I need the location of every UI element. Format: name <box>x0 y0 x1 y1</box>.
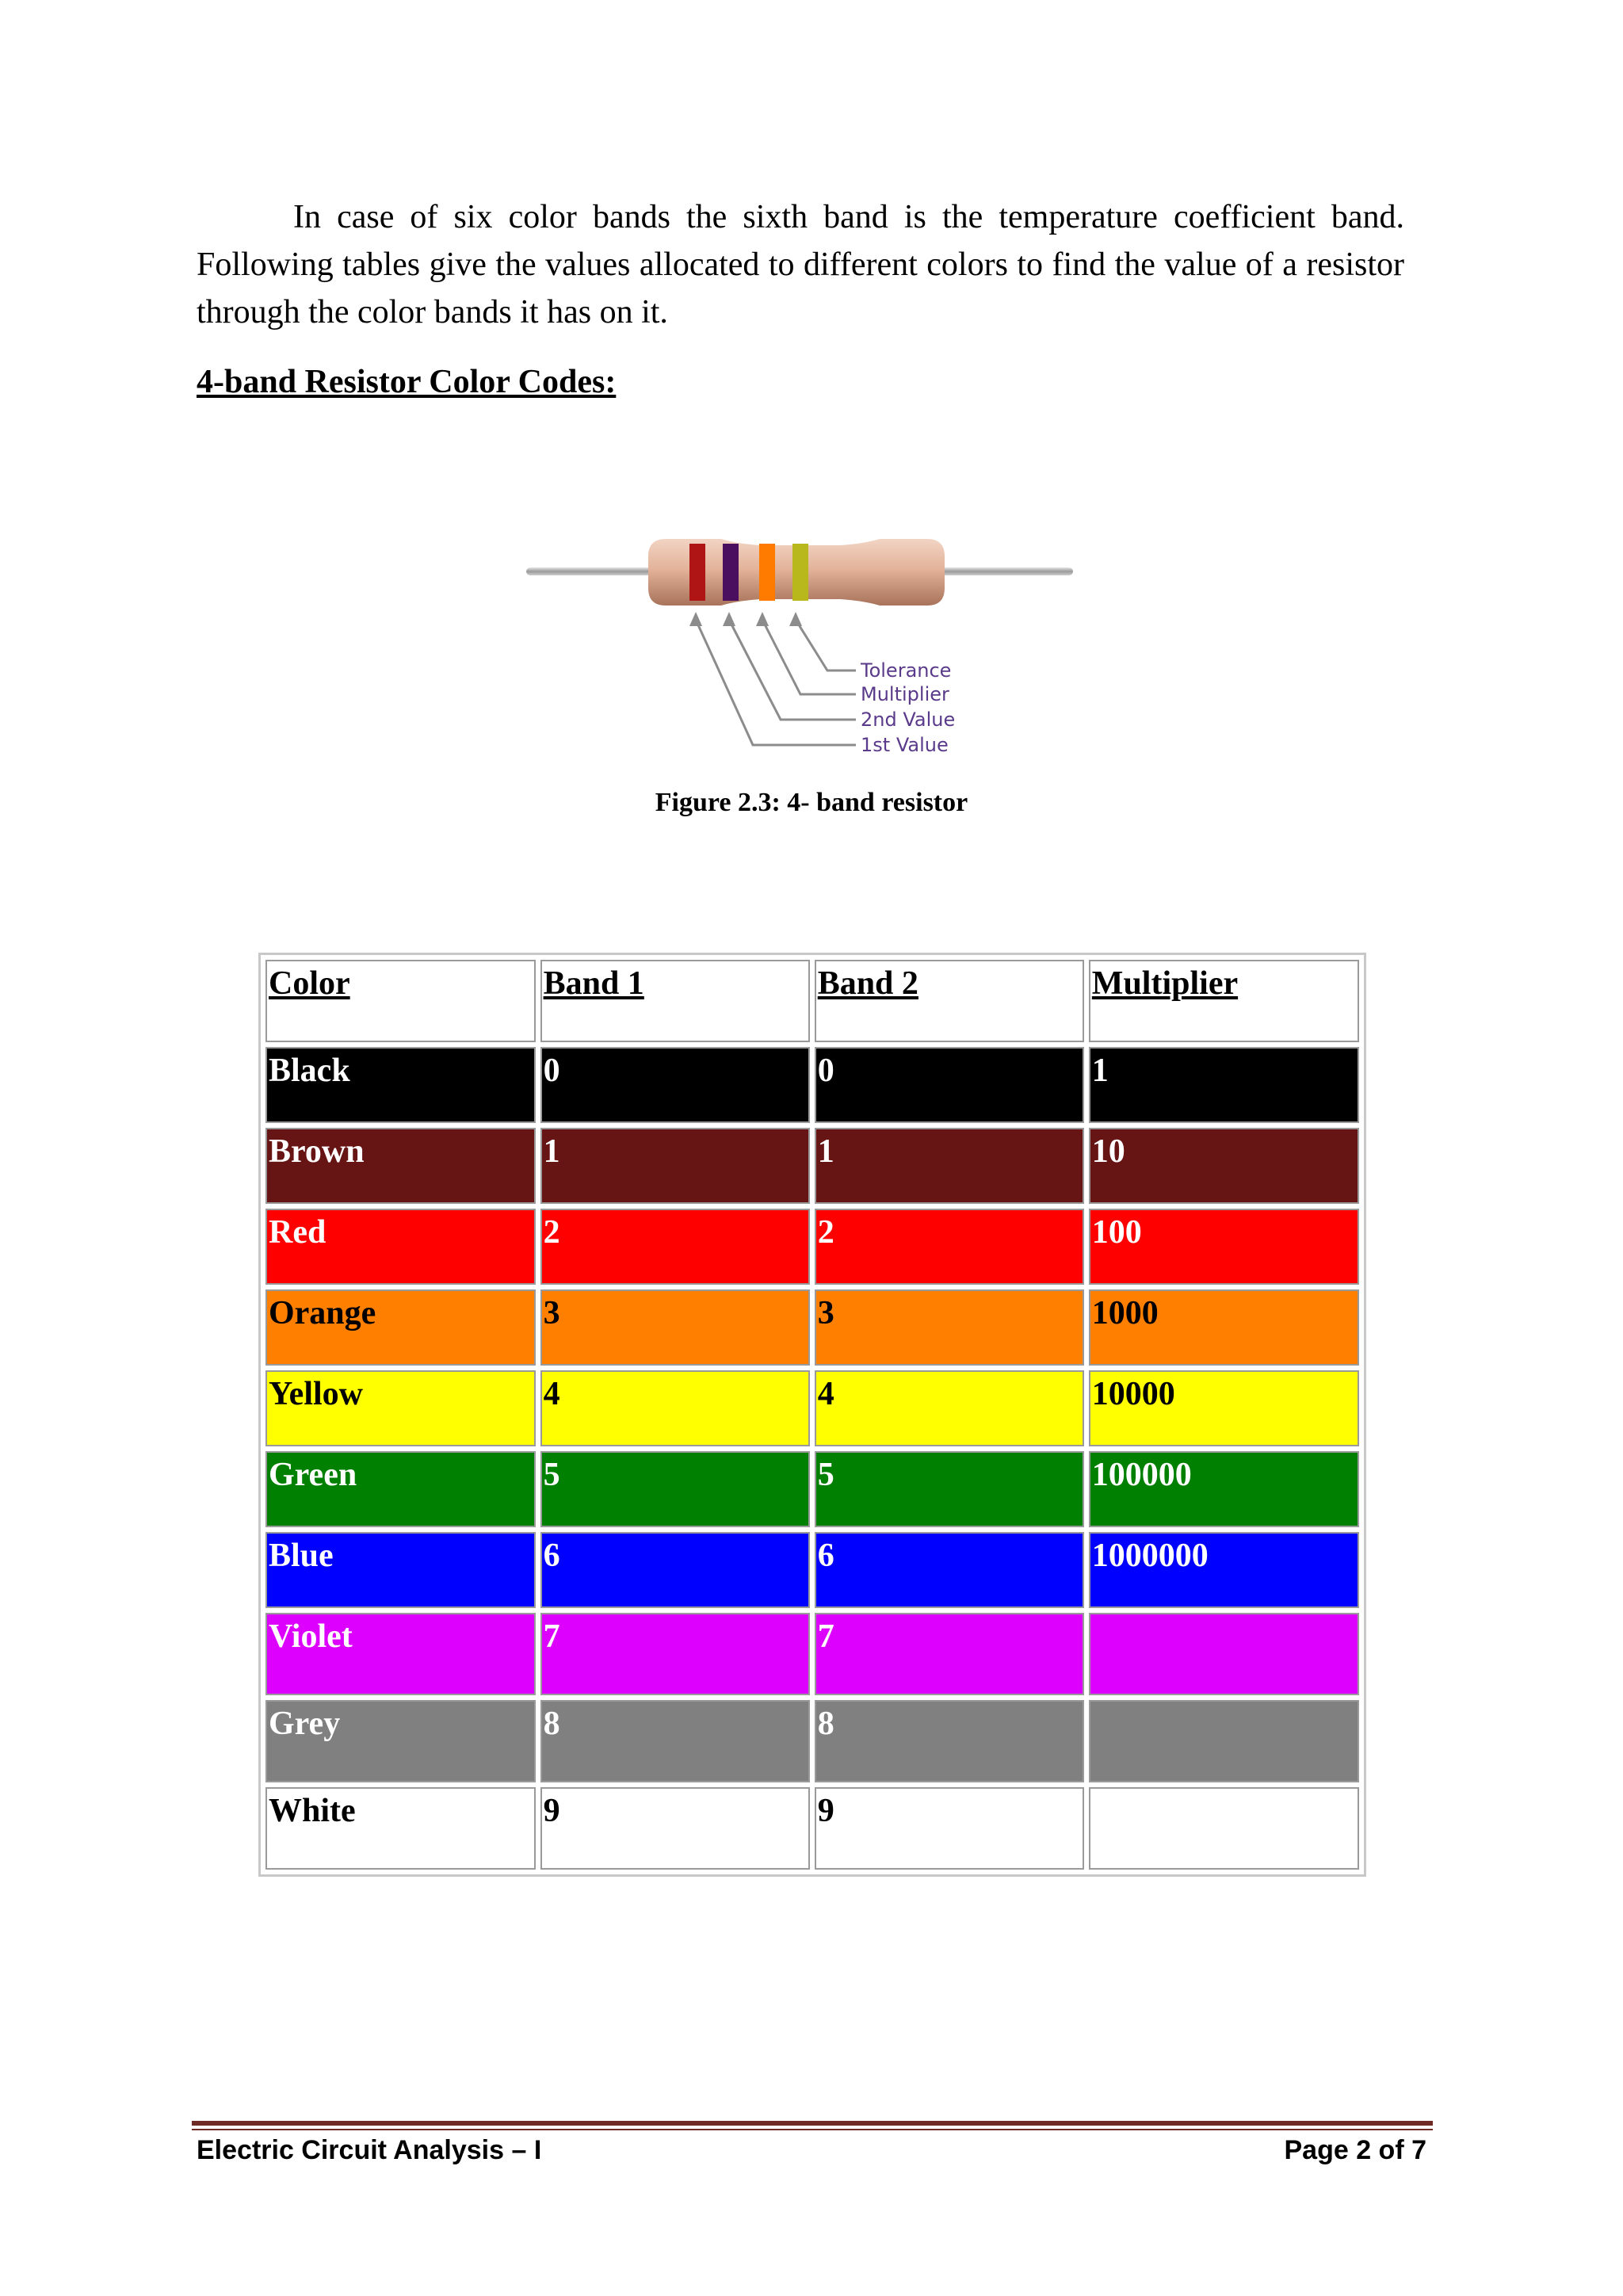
resistor-band-2 <box>723 544 739 601</box>
cell-band-1: 1 <box>540 1128 810 1204</box>
cell-band-1: 3 <box>540 1289 810 1366</box>
cell-color: Yellow <box>265 1370 536 1446</box>
table-row <box>265 1700 1359 1782</box>
cell-multiplier: 1000 <box>1089 1289 1359 1366</box>
cell-band-2: 1 <box>815 1128 1084 1204</box>
cell-color: Black <box>265 1047 536 1123</box>
cell-color: Grey <box>265 1700 536 1782</box>
footer-course-title: Electric Circuit Analysis – I <box>197 2135 542 2165</box>
leader-arrows <box>689 612 802 626</box>
label-multiplier: Multiplier <box>861 683 949 705</box>
header-band-2: Band 2 <box>815 960 1084 1042</box>
cell-band-1: 8 <box>540 1700 810 1782</box>
cell-band-1: 5 <box>540 1451 810 1527</box>
cell-color: Violet <box>265 1613 536 1695</box>
cell-color: Green <box>265 1451 536 1527</box>
cell-multiplier <box>1089 1787 1359 1870</box>
header-color: Color <box>265 960 536 1042</box>
resistor-figure <box>507 515 1094 769</box>
cell-color: Blue <box>265 1532 536 1608</box>
table-header-row <box>265 960 1359 1042</box>
cell-band-2: 4 <box>815 1370 1084 1446</box>
cell-color: White <box>265 1787 536 1870</box>
cell-multiplier: 100000 <box>1089 1451 1359 1527</box>
cell-band-1: 0 <box>540 1047 810 1123</box>
cell-band-2: 9 <box>815 1787 1084 1870</box>
table-row <box>265 1209 1359 1285</box>
footer-rule <box>192 2121 1433 2126</box>
table-row <box>265 1289 1359 1366</box>
label-1st-value: 1st Value <box>861 734 949 756</box>
footer-rule-thin <box>192 2129 1433 2130</box>
label-tolerance: Tolerance <box>861 659 952 682</box>
footer-page-number: Page 2 of 7 <box>1284 2135 1426 2165</box>
cell-band-2: 2 <box>815 1209 1084 1285</box>
cell-band-1: 7 <box>540 1613 810 1695</box>
table-row <box>265 1047 1359 1123</box>
cell-color: Orange <box>265 1289 536 1366</box>
color-code-table <box>258 953 1366 1877</box>
table-row <box>265 1787 1359 1870</box>
intro-text: In case of six color bands the sixth band is the temperature coefficient band. Following tables give the values allocated to different colors to find the value of a resistor through the color bands it has on it. <box>197 199 1404 330</box>
cell-band-1: 9 <box>540 1787 810 1870</box>
table-row <box>265 1128 1359 1204</box>
resistor-band-3 <box>759 544 775 601</box>
section-heading: 4-band Resistor Color Codes: <box>197 364 617 400</box>
cell-multiplier: 1 <box>1089 1047 1359 1123</box>
cell-band-1: 4 <box>540 1370 810 1446</box>
cell-band-2: 5 <box>815 1451 1084 1527</box>
cell-band-2: 0 <box>815 1047 1084 1123</box>
cell-multiplier: 1000000 <box>1089 1532 1359 1608</box>
cell-band-1: 6 <box>540 1532 810 1608</box>
label-2nd-value: 2nd Value <box>861 709 956 731</box>
header-multiplier: Multiplier <box>1089 960 1359 1042</box>
table-row <box>265 1532 1359 1608</box>
cell-band-2: 6 <box>815 1532 1084 1608</box>
cell-multiplier: 100 <box>1089 1209 1359 1285</box>
table-row <box>265 1613 1359 1695</box>
figure-caption: Figure 2.3: 4- band resistor <box>655 788 968 817</box>
cell-band-2: 7 <box>815 1613 1084 1695</box>
cell-multiplier <box>1089 1700 1359 1782</box>
header-band-1: Band 1 <box>540 960 810 1042</box>
table-row <box>265 1451 1359 1527</box>
leader-lines <box>696 620 856 745</box>
resistor-band-1 <box>689 544 705 601</box>
cell-multiplier: 10 <box>1089 1128 1359 1204</box>
intro-paragraph <box>197 193 1404 336</box>
resistor-diagram <box>507 515 1094 769</box>
cell-band-1: 2 <box>540 1209 810 1285</box>
resistor-band-4 <box>792 544 808 601</box>
cell-multiplier <box>1089 1613 1359 1695</box>
cell-color: Red <box>265 1209 536 1285</box>
cell-color: Brown <box>265 1128 536 1204</box>
cell-band-2: 3 <box>815 1289 1084 1366</box>
cell-band-2: 8 <box>815 1700 1084 1782</box>
cell-multiplier: 10000 <box>1089 1370 1359 1446</box>
table-row <box>265 1370 1359 1446</box>
